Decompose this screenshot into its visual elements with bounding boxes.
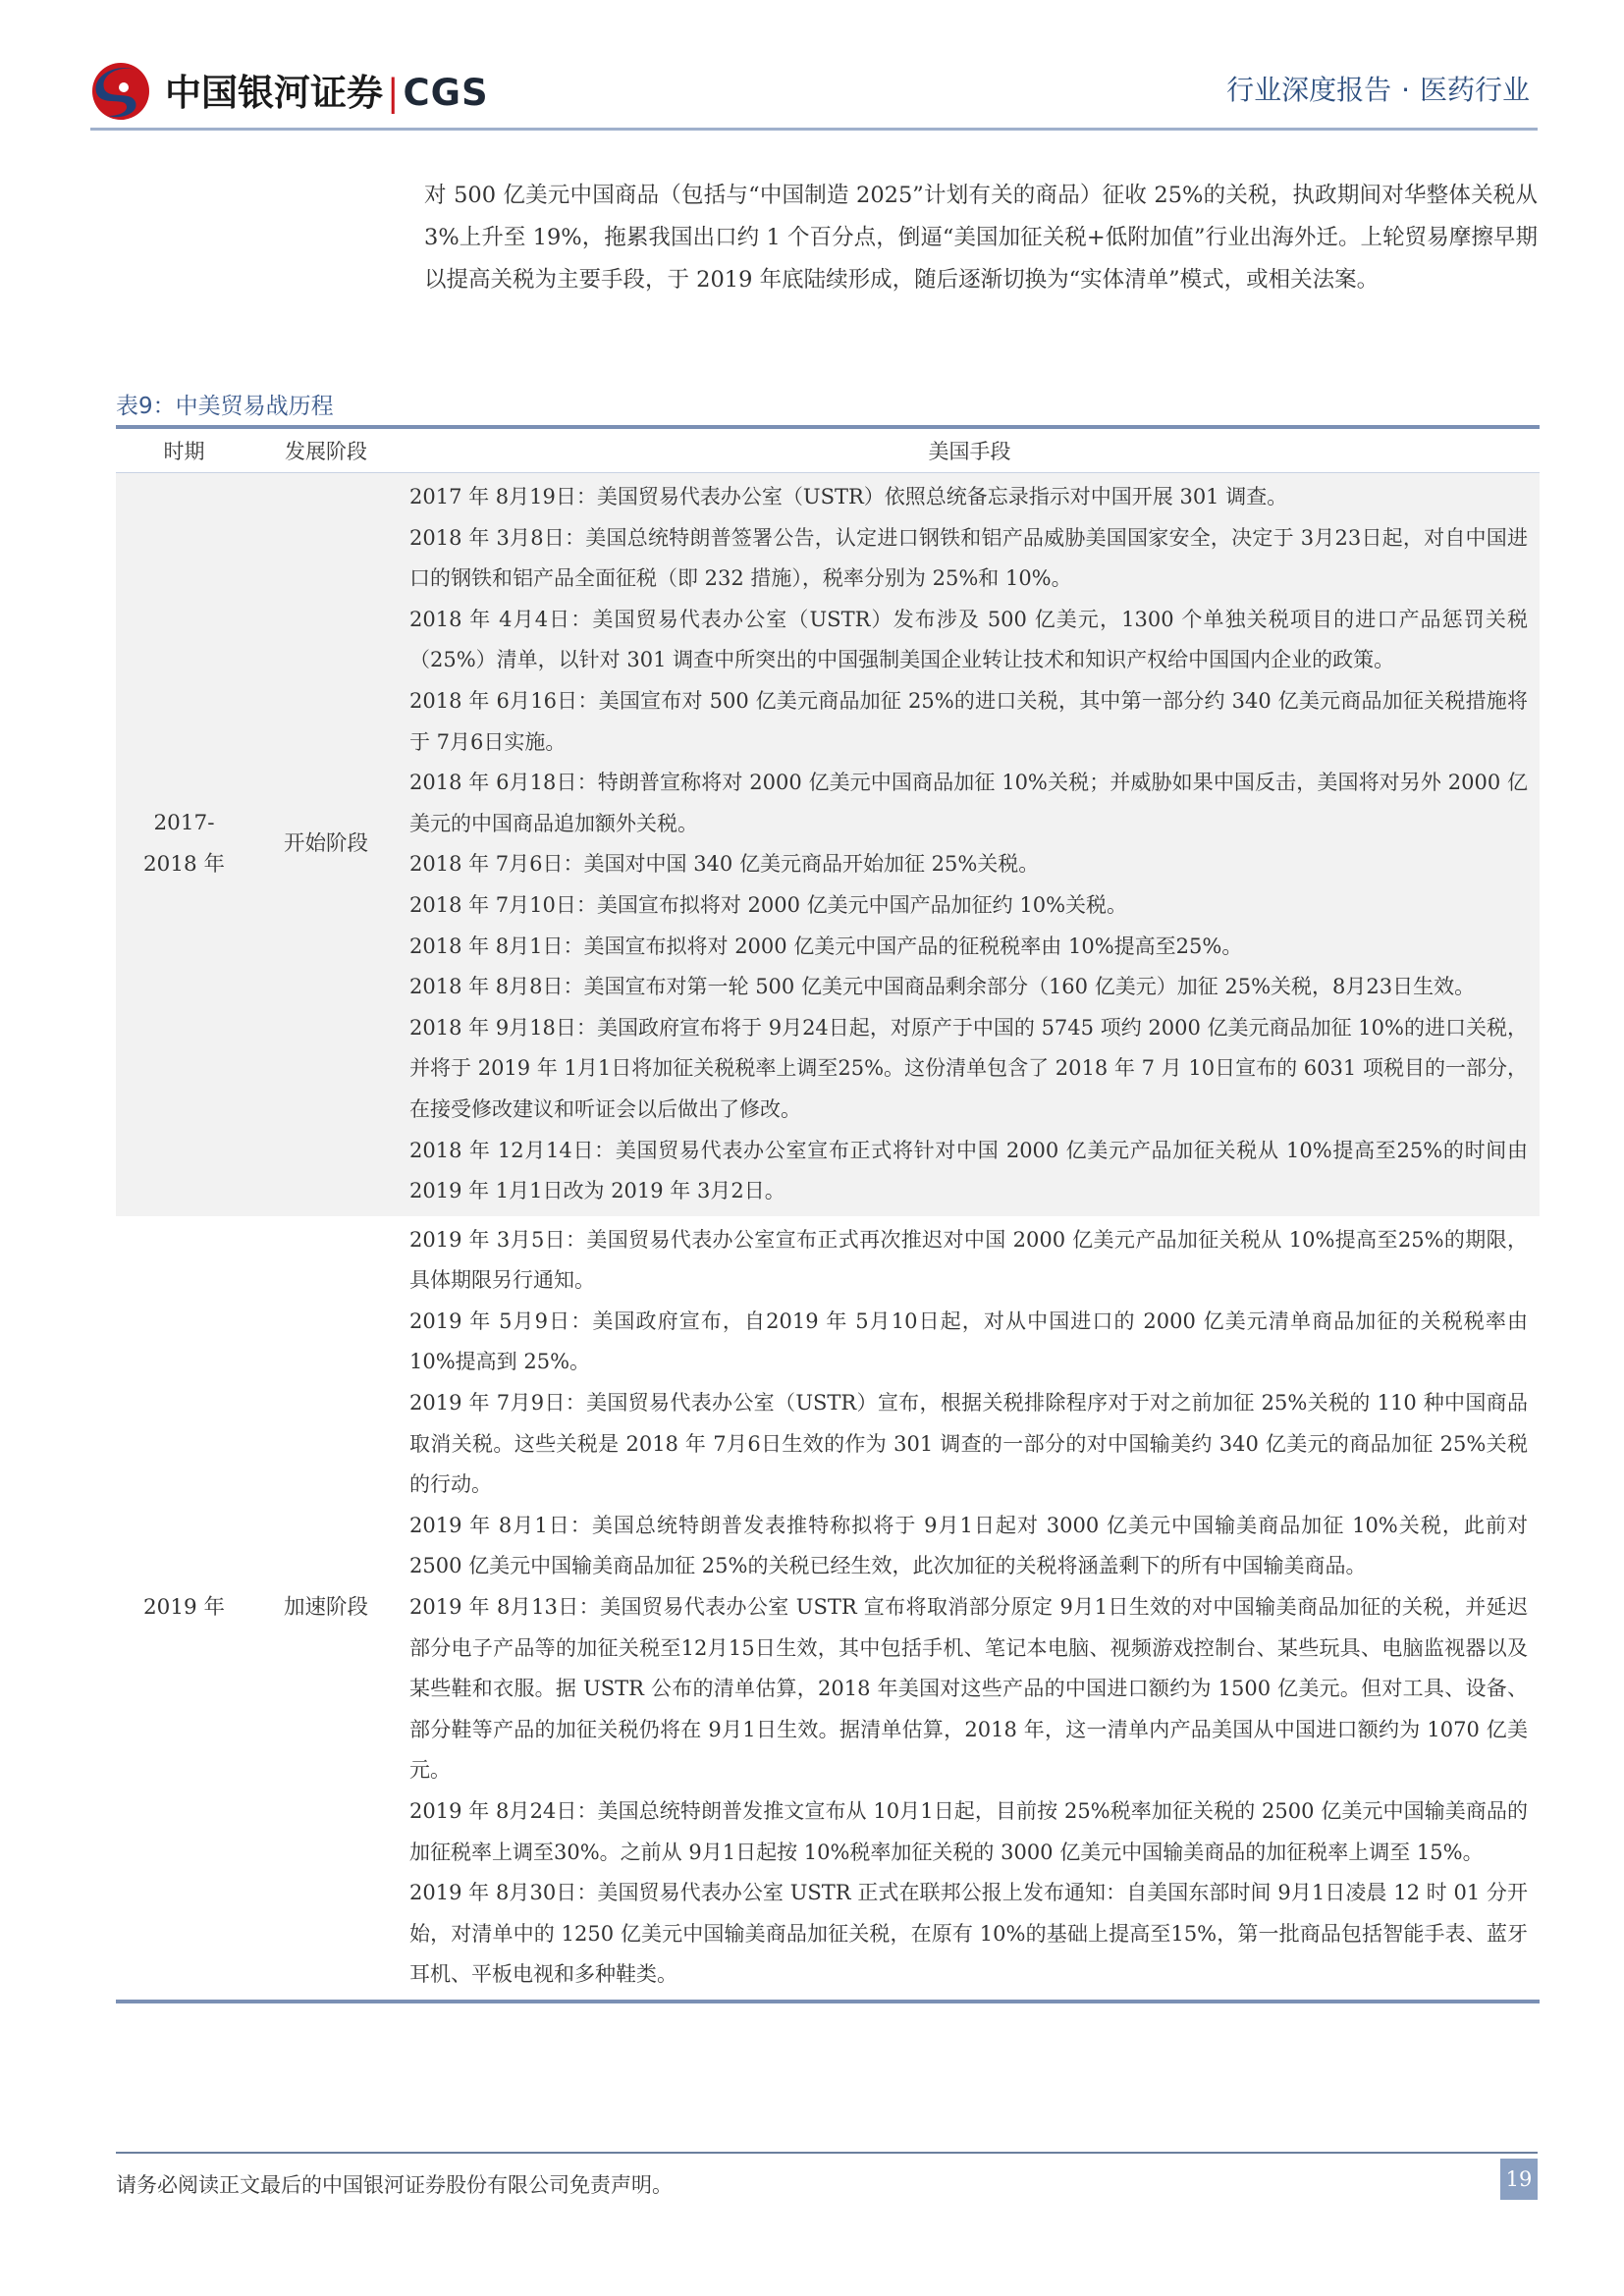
event-item: 2018 年 6月16日：美国宣布对 500 亿美元商品加征 25%的进口关税，其中第一部分约 340 亿美元商品加征关税措施将于 7月6日实施。 bbox=[409, 688, 1528, 754]
event-item: 2018 年 8月8日：美国宣布对第一轮 500 亿美元中国商品剩余部分（160 亿美元）加征 25%关税，8月23日生效。 bbox=[409, 975, 1476, 999]
logo-cn: 中国银河证券 bbox=[165, 72, 383, 114]
header-stage: 发展阶段 bbox=[285, 440, 367, 463]
event-item: 2018 年 7月10日：美国宣布拟将对 2000 亿美元中国产品加征约 10%关税。 bbox=[409, 892, 1128, 917]
period-cell: 2017-2018 年 bbox=[116, 473, 252, 1216]
event-item: 2019 年 8月30日：美国贸易代表办公室 USTR 正式在联邦公报上发布通知：自美国东部时间 9月1日凌晨 12 时 01 分开始，对清单中的 1250 亿美元中国输美商品加征关税，在原有 10%的基础上提高至15%，第一批商品包括智能手表、蓝牙耳机、平板电视和多种鞋类。 bbox=[409, 1881, 1528, 1987]
trade-war-table bbox=[116, 425, 1540, 2003]
period-cell: 2019 年 bbox=[116, 1216, 252, 2000]
event-item: 2019 年 8月24日：美国总统特朗普发推文宣布从 10月1日起，目前按 25%税率加征关税的 2500 亿美元中国输美商品的加征税率上调至30%。之前从 9月1日起按 10%税率加征关税的 3000 亿美元中国输美商品的加征税率上调至 15%。 bbox=[409, 1799, 1528, 1864]
table-row bbox=[116, 473, 1540, 1216]
header-period: 时期 bbox=[163, 440, 205, 463]
page-number: 19 bbox=[1500, 2159, 1538, 2200]
report-category bbox=[1226, 69, 1530, 108]
measures-cell bbox=[400, 1216, 1540, 2000]
industry-label: 医药行业 bbox=[1419, 74, 1530, 106]
event-item: 2018 年 6月18日：特朗普宣称将对 2000 亿美元中国商品加征 10%关税；并威胁如果中国反击，美国将对另外 2000 亿美元的中国商品追加额外关税。 bbox=[409, 771, 1528, 835]
intro-paragraph: 对 500 亿美元中国商品（包括与“中国制造 2025”计划有关的商品）征收 25%的关税，执政期间对华整体关税从 3%上升至 19%，拖累我国出口约 1 个百分点，倒逼“美国加征关税+低附加值”行业出海外迁。上轮贸易摩擦早期以提高关税为主要手段，于 2019 年底陆续形成，随后逐渐切换为“实体清单”模式，或相关法案。 bbox=[424, 183, 1538, 293]
event-item: 2019 年 3月5日：美国贸易代表办公室宣布正式再次推迟对中国 2000 亿美元产品加征关税从 10%提高至25%的期限，具体期限另行通知。 bbox=[409, 1227, 1528, 1293]
header-divider bbox=[90, 128, 1538, 131]
event-item: 2019 年 8月1日：美国总统特朗普发表推特称拟将于 9月1日起对 3000 亿美元中国输美商品加征 10%关税，此前对 2500 亿美元中国输美商品加征 25%的关税已经生效，此次加征的关税将涵盖剩下的所有中国输美商品。 bbox=[409, 1513, 1528, 1578]
event-item: 2018 年 12月14日：美国贸易代表办公室宣布正式将针对中国 2000 亿美元产品加征关税从 10%提高至25%的时间由 2019 年 1月1日改为 2019 年 3月2日。 bbox=[409, 1138, 1528, 1203]
event-item: 2018 年 8月1日：美国宣布拟将对 2000 亿美元中国产品的征税税率由 10%提高至25%。 bbox=[409, 934, 1243, 958]
measures-cell bbox=[400, 473, 1540, 1216]
event-item: 2017 年 8月19日：美国贸易代表办公室（USTR）依照总统备忘录指示对中国开展 301 调查。 bbox=[409, 485, 1288, 508]
table-title: 表9：中美贸易战历程 bbox=[116, 394, 334, 419]
header-measures: 美国手段 bbox=[928, 440, 1011, 463]
event-item: 2018 年 9月18日：美国政府宣布将于 9月24日起，对原产于中国的 5745 项约 2000 亿美元商品加征 10%的进口关税，并将于 2019 年 1月1日将加征关税税率上调至25%。这份清单包含了 2018 年 7 月 10日宣布的 6031 项税目的一部分，在接受修改建议和听证会以后做出了修改。 bbox=[409, 1015, 1528, 1121]
stage-cell: 加速阶段 bbox=[252, 1216, 400, 2000]
event-item: 2019 年 5月9日：美国政府宣布，自2019 年 5月10日起，对从中国进口的 2000 亿美元清单商品加征的关税税率由 10%提高到 25%。 bbox=[409, 1308, 1528, 1374]
footer-disclaimer: 请务必阅读正文最后的中国银河证券股份有限公司免责声明。 bbox=[116, 2173, 673, 2197]
stage-cell: 开始阶段 bbox=[252, 473, 400, 1216]
logo-en: CGS bbox=[403, 72, 489, 114]
event-item: 2019 年 8月13日：美国贸易代表办公室 USTR 宣布将取消部分原定 9月1日生效的对中国输美商品加征的关税，并延迟部分电子产品等的加征关税至12月15日生效，其中包括手机、笔记本电脑、视频游戏控制台、某些玩具、电脑监视器以及某些鞋和衣服。据 USTR 公布的清单估算，2018 年美国对这些产品的中国进口额约为 1500 亿美元。但对工具、设备、部分鞋等产品的加征关税仍将在 9月1日生效。据清单估算，2018 年，这一清单内产品美国从中国进口额约为 1070 亿美元。 bbox=[409, 1595, 1528, 1783]
event-item: 2018 年 4月4日：美国贸易代表办公室（USTR）发布涉及 500 亿美元，1300 个单独关税项目的进口产品惩罚关税（25%）清单，以针对 301 调查中所突出的中国强制美国企业转让技术和知识产权给中国国内企业的政策。 bbox=[409, 607, 1528, 672]
report-type-label: 行业深度报告 bbox=[1226, 74, 1392, 106]
cgs-logo-icon bbox=[90, 61, 151, 122]
footer-divider bbox=[116, 2152, 1538, 2154]
page-header bbox=[0, 0, 1624, 137]
table-bottom-rule bbox=[116, 2000, 1540, 2003]
company-logo-text bbox=[165, 63, 489, 116]
event-item: 2018 年 3月8日：美国总统特朗普签署公告，认定进口钢铁和铝产品威胁美国国家安全，决定于 3月23日起，对自中国进口的钢铁和铝产品全面征税（即 232 措施），税率分别为 25%和 10%。 bbox=[409, 525, 1528, 591]
event-item: 2019 年 7月9日：美国贸易代表办公室（USTR）宣布，根据关税排除程序对于对之前加征 25%关税的 110 种中国商品取消关税。这些关税是 2018 年 7月6日生效的作为 301 调查的一部分的对中国输美约 340 亿美元的商品加征 25%关税的行动。 bbox=[409, 1391, 1528, 1497]
table-header-row bbox=[116, 429, 1540, 473]
table-row bbox=[116, 1216, 1540, 2000]
header-dot: · bbox=[1401, 74, 1410, 106]
event-item: 2018 年 7月6日：美国对中国 340 亿美元商品开始加征 25%关税。 bbox=[409, 852, 1040, 877]
logo-separator: | bbox=[387, 72, 400, 114]
